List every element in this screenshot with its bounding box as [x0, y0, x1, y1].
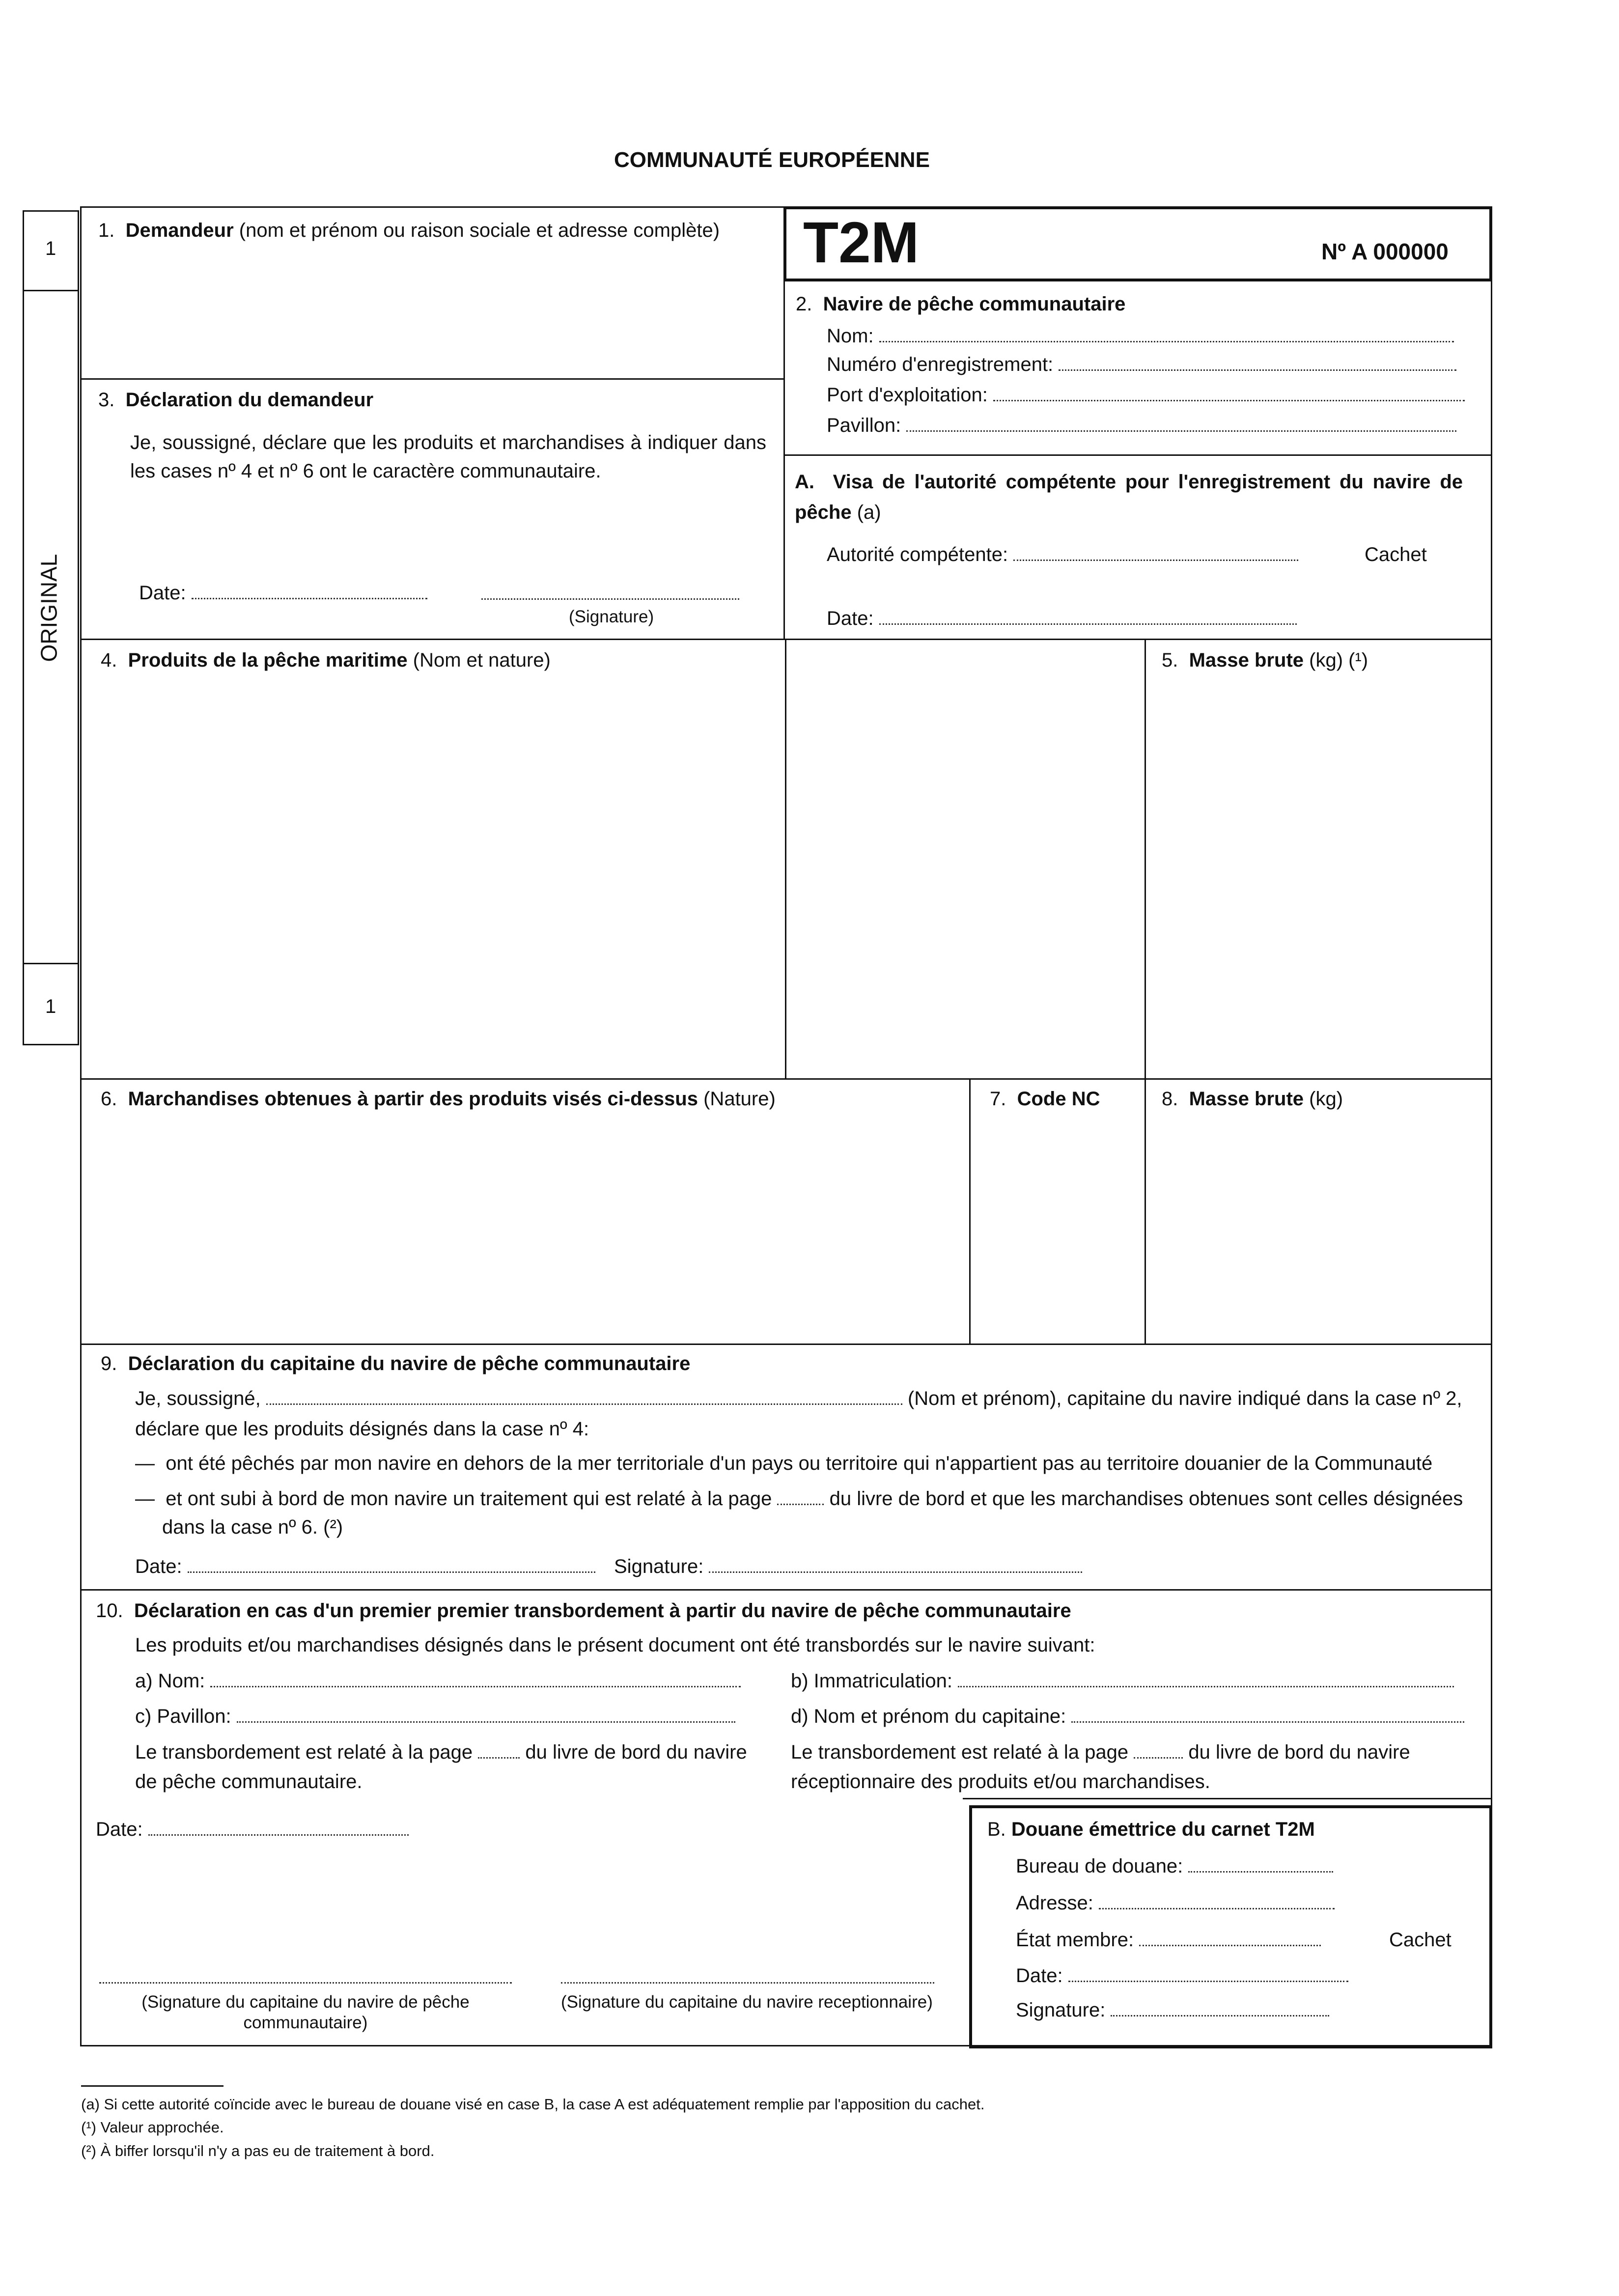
box2-field-numero: Numéro d'enregistrement:: [827, 353, 1460, 376]
boxA-header: A. Visa de l'autorité compétente pour l'enregistrement du navire de pêche (a): [795, 471, 1463, 523]
boxB-bureau: Bureau de douane:: [1016, 1854, 1333, 1878]
copy-label: ORIGINAL: [36, 554, 62, 662]
box9-line2: déclare que les produits désignés dans la case nº 4:: [135, 1418, 589, 1440]
box8-header: 8. Masse brute (kg): [1162, 1088, 1343, 1110]
box10-left-para-2: de pêche communautaire.: [135, 1771, 363, 1792]
boxB-signature: Signature:: [1016, 1998, 1329, 2022]
box9-header: 9. Déclaration du capitaine du navire de pêche communautaire: [101, 1353, 691, 1374]
copy-number-bottom: 1: [45, 996, 56, 1017]
box2-header: 2. Navire de pêche communautaire: [796, 293, 1126, 315]
box9-bullet2: — et ont subi à bord de mon navire un traitement qui est relaté à la page du livre de bord et que les marchandises obtenues sont celles désignées: [135, 1488, 1463, 1510]
footnote-a: (a) Si cette autorité coïncide avec le bureau de douane visé en case B, la case A est adéquatement remplie par l'apposition du cachet.: [81, 2096, 985, 2113]
t2m-title: T2M: [803, 210, 919, 275]
box10-nom: a) Nom:: [135, 1669, 741, 1693]
boxB-date: Date:: [1016, 1964, 1348, 1988]
box9-signature: Signature:: [614, 1555, 1082, 1578]
footnote-1: (¹) Valeur approchée.: [81, 2119, 224, 2136]
box9-bullet1: — ont été pêchés par mon navire en dehors de la mer territoriale d'un pays ou territoire qui n'appartient pas au territoire douanier de la Communauté: [135, 1453, 1433, 1474]
boxA-authority: Autorité compétente:: [827, 543, 1298, 566]
box10-sig1: (Signature du capitaine du navire de pêche communautaire): [141, 1992, 470, 2032]
box3-header: 3. Déclaration du demandeur: [98, 389, 374, 411]
boxB-etat: État membre:: [1016, 1928, 1321, 1952]
box7-header: 7. Code NC: [990, 1088, 1100, 1110]
box10-left-para: Le transbordement est relaté à la page du livre de bord du navire: [135, 1741, 747, 1763]
boxB-header: B. Douane émettrice du carnet T2M: [987, 1819, 1315, 1840]
box9-line1: Je, soussigné, (Nom et prénom), capitaine du navire indiqué dans la case nº 2,: [135, 1388, 1462, 1409]
box2-field-pavillon: Pavillon:: [827, 414, 1460, 437]
boxA-stamp: Cachet: [1365, 544, 1427, 565]
box10-date: Date:: [96, 1818, 409, 1841]
box10-right-para: Le transbordement est relaté à la page du livre de bord du navire: [791, 1741, 1410, 1763]
box10-immatriculation: b) Immatriculation:: [791, 1669, 1454, 1693]
box10-pavillon: c) Pavillon:: [135, 1705, 735, 1728]
box9-bullet2-cont: dans la case nº 6. (²): [162, 1516, 343, 1538]
boxB-stamp: Cachet: [1389, 1929, 1452, 1951]
box10-header: 10. Déclaration en cas d'un premier premier transbordement à partir du navire de pêche communautaire: [96, 1600, 1071, 1622]
copy-number-top: 1: [45, 238, 56, 259]
boxB-adresse: Adresse:: [1016, 1891, 1335, 1915]
box10-sig2: (Signature du capitaine du navire receptionnaire): [561, 1992, 933, 2012]
box6-header: 6. Marchandises obtenues à partir des produits visés ci-dessus (Nature): [101, 1088, 776, 1110]
box4-header: 4. Produits de la pêche maritime (Nom et nature): [101, 649, 551, 671]
box10-intro: Les produits et/ou marchandises désignés dans le présent document ont été transbordés sur le navire suivant:: [135, 1634, 1095, 1656]
page-title: COMMUNAUTÉ EUROPÉENNE: [614, 148, 930, 172]
box10-capitaine: d) Nom et prénom du capitaine:: [791, 1705, 1464, 1728]
box3-date: Date:: [139, 581, 427, 605]
t2m-number: Nº A 000000: [1321, 239, 1449, 264]
box9-date: Date:: [135, 1555, 595, 1578]
box2-field-port: Port d'exploitation:: [827, 383, 1460, 407]
box1-header: 1. Demandeur (nom et prénom ou raison sociale et adresse complète): [98, 220, 720, 241]
box10-right-para-2: réceptionnaire des produits et/ou marchandises.: [791, 1771, 1210, 1792]
box3-text: Je, soussigné, déclare que les produits et marchandises à indiquer dans les cases nº 4 et nº 6 ont le caractère communautaire.: [130, 432, 766, 482]
boxA-date: Date:: [827, 607, 1297, 630]
box3-signature: (Signature): [569, 607, 654, 626]
footnote-2: (²) À biffer lorsqu'il n'y a pas eu de traitement à bord.: [81, 2142, 435, 2159]
box5-header: 5. Masse brute (kg) (¹): [1162, 649, 1368, 671]
box2-field-nom: Nom:: [827, 324, 1460, 348]
